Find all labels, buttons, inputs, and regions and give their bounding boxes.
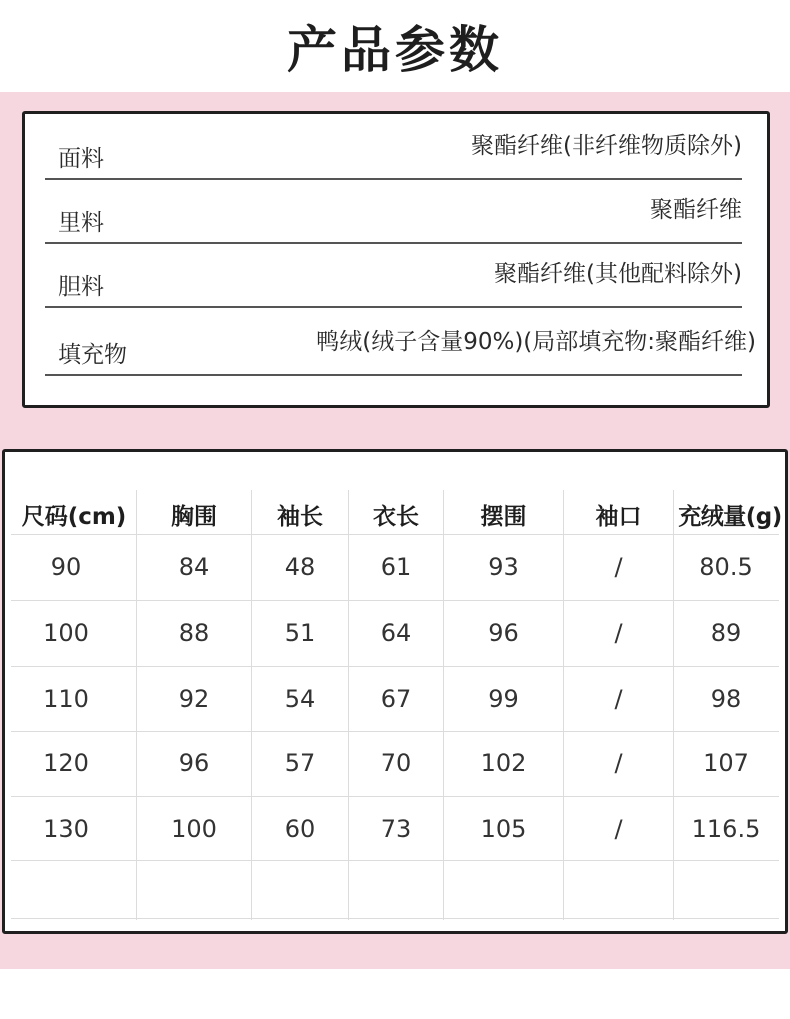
cell-size: 110 — [43, 685, 89, 713]
cell-length: 64 — [380, 619, 412, 647]
param-row-lining — [45, 178, 742, 244]
cell-hem: 102 — [480, 749, 527, 777]
cell-sleeve: 54 — [284, 685, 316, 713]
param-label: 面料 — [58, 146, 104, 172]
cell-length: 67 — [380, 685, 412, 713]
cell-hem: 93 — [488, 553, 519, 581]
cell-cuff: / — [614, 553, 623, 581]
cell-down-fill: 107 — [703, 749, 749, 777]
cell-hem: 99 — [488, 685, 519, 713]
header-chest: 胸围 — [171, 503, 217, 530]
param-row-liner — [45, 242, 742, 308]
cell-size: 100 — [43, 619, 89, 647]
cell-length: 61 — [380, 553, 412, 581]
param-label: 里料 — [58, 210, 104, 236]
cell-size: 90 — [50, 553, 82, 581]
cell-size: 130 — [43, 815, 89, 843]
header-size: 尺码(cm) — [21, 503, 127, 530]
param-value: 聚酯纤维(其他配料除外) — [494, 261, 742, 287]
param-label: 胆料 — [58, 274, 104, 300]
cell-down-fill: 116.5 — [691, 815, 761, 843]
cell-sleeve: 57 — [284, 749, 316, 777]
cell-sleeve: 51 — [284, 619, 316, 647]
cell-chest: 84 — [178, 553, 210, 581]
param-row-fabric — [45, 114, 742, 180]
param-value: 鸭绒(绒子含量90%)(局部填充物:聚酯纤维) — [316, 329, 756, 355]
param-label: 填充物 — [58, 342, 127, 368]
cell-chest: 88 — [178, 619, 210, 647]
header-down-fill: 充绒量(g) — [678, 503, 782, 530]
size-chart — [2, 449, 788, 934]
product-params-panel — [22, 111, 770, 408]
cell-chest: 92 — [178, 685, 210, 713]
header-body-length: 衣长 — [373, 503, 419, 530]
param-value: 聚酯纤维(非纤维物质除外) — [471, 133, 742, 159]
cell-chest: 96 — [178, 749, 210, 777]
cell-hem: 96 — [488, 619, 519, 647]
cell-sleeve: 60 — [284, 815, 316, 843]
header-sleeve-length: 袖长 — [277, 503, 323, 530]
cell-size: 120 — [43, 749, 89, 777]
cell-cuff: / — [614, 815, 623, 843]
cell-length: 73 — [380, 815, 412, 843]
page-title: 产品参数 — [287, 21, 503, 79]
cell-down-fill: 98 — [710, 685, 742, 713]
cell-cuff: / — [614, 619, 623, 647]
cell-cuff: / — [614, 749, 623, 777]
cell-down-fill: 80.5 — [699, 553, 753, 581]
cell-down-fill: 89 — [710, 619, 742, 647]
cell-hem: 105 — [480, 815, 527, 843]
header-cuff: 袖口 — [595, 503, 642, 530]
param-value: 聚酯纤维 — [650, 197, 742, 223]
cell-chest: 100 — [171, 815, 217, 843]
cell-length: 70 — [380, 749, 412, 777]
header-hem: 摆围 — [480, 503, 527, 530]
param-row-filling — [45, 310, 756, 376]
cell-cuff: / — [614, 685, 623, 713]
cell-sleeve: 48 — [284, 553, 316, 581]
